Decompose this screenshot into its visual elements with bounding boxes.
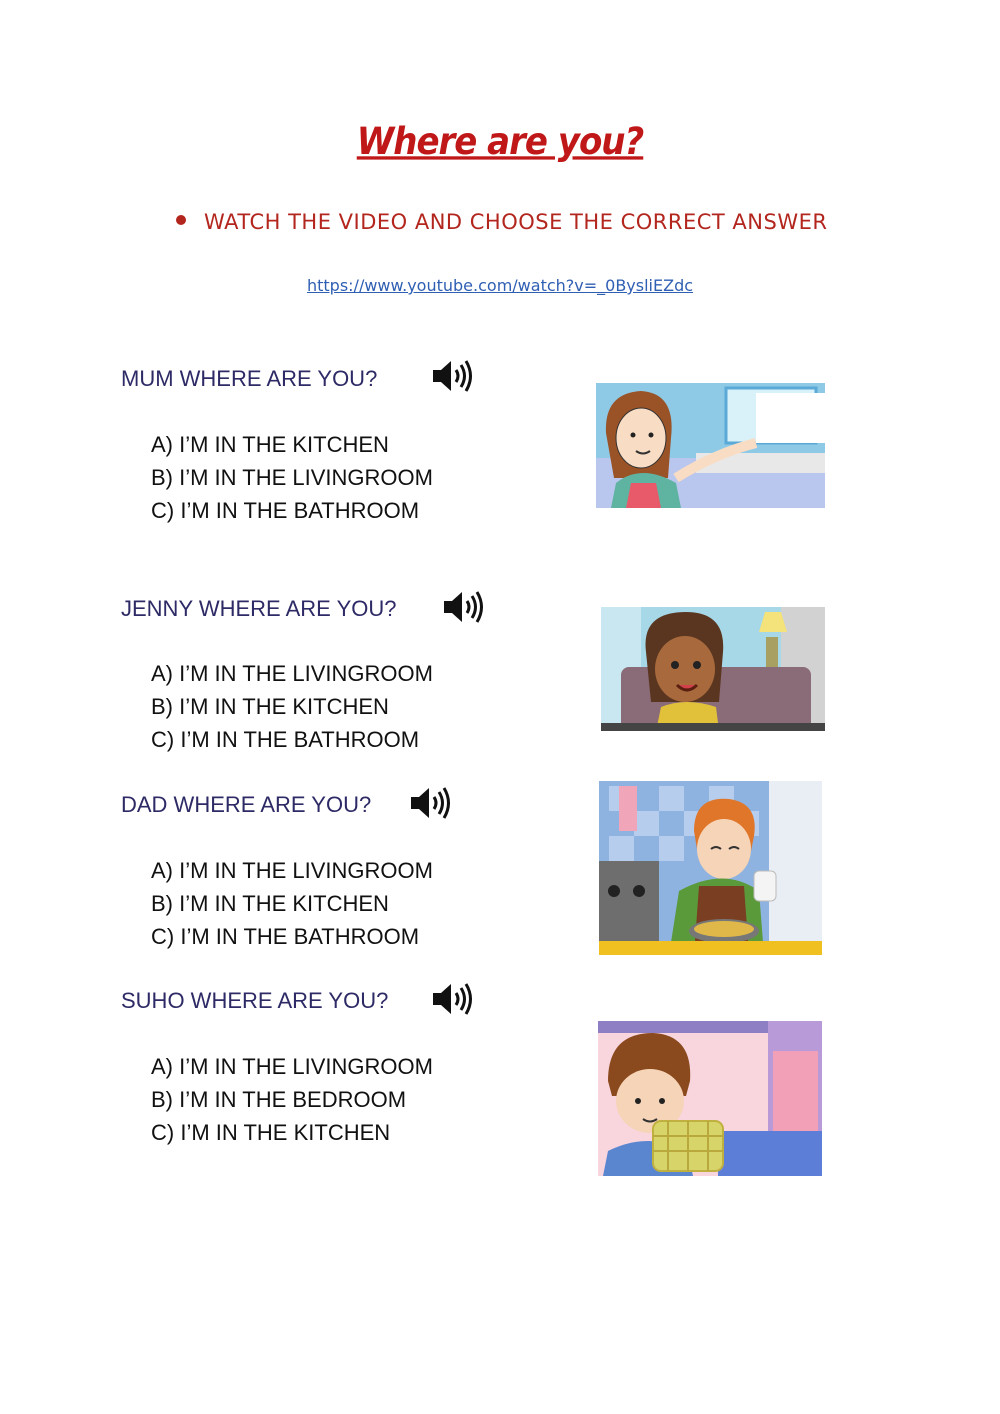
instruction-text: WATCH THE VIDEO AND CHOOSE THE CORRECT ANSWER: [204, 210, 828, 234]
option[interactable]: A) I’M IN THE LIVINGROOM: [151, 1054, 433, 1079]
bullet-icon: [176, 215, 186, 225]
question-1-options: [151, 428, 433, 527]
speaker-icon[interactable]: [409, 786, 451, 820]
jenny-livingroom-illustration: [601, 607, 825, 731]
speaker-icon[interactable]: [431, 982, 473, 1016]
question-2-options: [151, 657, 433, 756]
option[interactable]: B) I’M IN THE KITCHEN: [151, 891, 389, 916]
suho-bedroom-illustration: [598, 1021, 822, 1176]
option[interactable]: A) I’M IN THE LIVINGROOM: [151, 858, 433, 883]
speaker-icon[interactable]: [442, 590, 484, 624]
option[interactable]: B) I’M IN THE KITCHEN: [151, 694, 389, 719]
mum-kitchen-illustration: [596, 383, 825, 508]
option[interactable]: C) I’M IN THE BATHROOM: [151, 727, 420, 752]
question-3-options: [151, 854, 433, 953]
option[interactable]: C) I’M IN THE BATHROOM: [151, 498, 420, 523]
question-3-prompt: DAD WHERE ARE YOU?: [121, 792, 372, 817]
question-1-prompt: MUM WHERE ARE YOU?: [121, 366, 378, 391]
page-title: Where are you?: [356, 120, 644, 164]
video-link[interactable]: https://www.youtube.com/watch?v=_0BysliEZdc: [306, 276, 694, 295]
question-4-prompt: SUHO WHERE ARE YOU?: [121, 988, 389, 1013]
question-4-options: [151, 1050, 433, 1149]
speaker-icon[interactable]: [431, 359, 473, 393]
instruction: [176, 210, 827, 234]
question-2-prompt: JENNY WHERE ARE YOU?: [121, 596, 397, 621]
option[interactable]: A) I’M IN THE KITCHEN: [151, 432, 389, 457]
option[interactable]: B) I’M IN THE LIVINGROOM: [151, 465, 433, 490]
option[interactable]: A) I’M IN THE LIVINGROOM: [151, 661, 433, 686]
option[interactable]: C) I’M IN THE BATHROOM: [151, 924, 420, 949]
option[interactable]: C) I’M IN THE KITCHEN: [151, 1120, 391, 1145]
dad-kitchen-illustration: [599, 781, 822, 955]
option[interactable]: B) I’M IN THE BEDROOM: [151, 1087, 407, 1112]
